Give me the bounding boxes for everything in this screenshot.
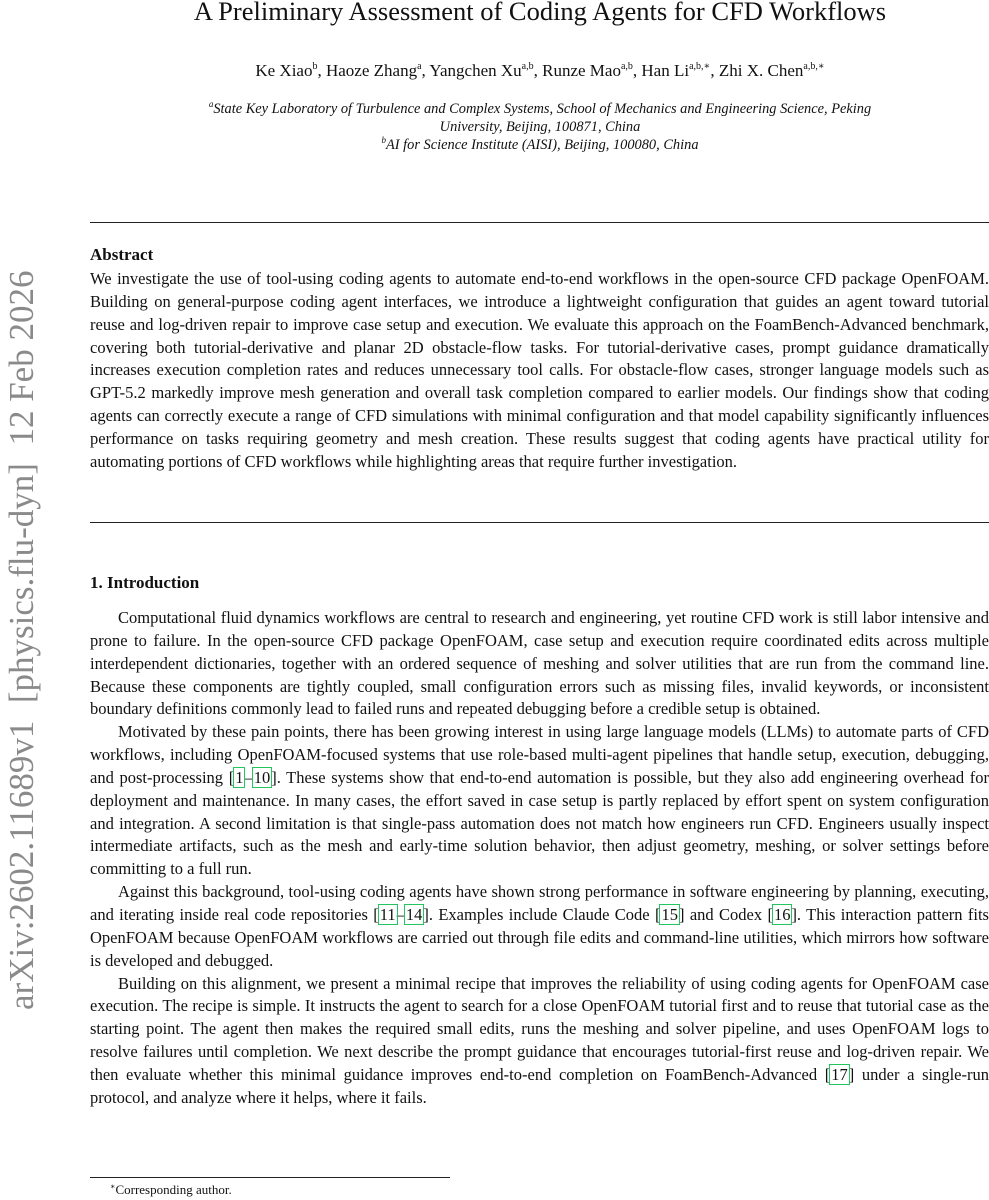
author: Haoze Zhang$^a$, (325, 61, 430, 80)
footnote: ∗Corresponding author. (110, 1182, 232, 1197)
intro-paragraph-4: Building on this alignment, we present a minimal recipe that improves the reliability of using coding agents for OpenFOAM case execution. The recipe is simple. It instructs the agent to search for a close OpenFOAM tutorial first and to reuse that tutorial case as the starting point. The agent then makes the required small edits, runs the meshing and solver pipeline, and uses OpenFOAM logs to resolve failures until completion. We next describe the prompt guidance that encourages tutorial-first reuse and log-driven repair. We then evaluate whether this minimal guidance improves end-to-end completion on FoamBench-Advanced [17] under a single-run protocol, and analyze where it helps, where it fails. (90, 973, 989, 1107)
citation-link[interactable]: 11 (379, 904, 396, 924)
affiliation-a: $^a$State Key Laboratory of Turbulence and Complex Systems, School of Mechanics and Engineering Science, Peking University, Beijing, 100871, China (208, 99, 872, 135)
author: Yangchen Xu$^{a,b}$, (429, 61, 543, 80)
intro-paragraph-1: Computational fluid dynamics workflows are central to research and engineering, yet routine CFD work is still labor intensive and prone to failure. In the open-source CFD package OpenFOAM, case setup and execution require coordinated edits across multiple interdependent dictionaries, together with an ordered sequence of meshing and solver utilities that are run from the command line. Because these components are tightly coupled, small configuration errors such as missing files, invalid keywords, or inconsistent boundary definitions commonly lead to failed runs and repeated debugging before a credible setup is obtained. (90, 608, 989, 719)
citation-link[interactable]: 1 (235, 767, 244, 787)
abstract-bottom-rule (90, 522, 989, 523)
footnote-rule (90, 1177, 450, 1178)
citation-link[interactable]: 15 (661, 904, 678, 924)
introduction-body (90, 607, 989, 1110)
paper-title: A Preliminary Assessment of Coding Agents for CFD Workflows (193, 0, 887, 26)
arxiv-stamp-text: arXiv:2602.11689v1 [physics.flu-dyn] 12 Feb 2026 (2, 270, 41, 1010)
abstract-heading: Abstract (90, 245, 154, 264)
author: Han $Li^{a,b,∗}$, (641, 61, 719, 80)
abstract-text: We investigate the use of tool-using coding agents to automate end-to-end workflows in the open-source CFD package OpenFOAM. Building on general-purpose coding agent interfaces, we introduce a lightweight configuration that guides an agent toward tutorial reuse and log-driven repair to improve case setup and execution. We evaluate this approach on the FoamBench-Advanced benchmark, covering both tutorial-derivative and planar 2D obstacle-flow tasks. For tutorial-derivative cases, prompt guidance dramatically increases execution completion rates and reduces unnecessary tool calls. For obstacle-flow cases, stronger language models such as GPT-5.2 markedly improve mesh generation and overall task completion compared to earlier models. Our findings show that coding agents can correctly execute a range of CFD simulations with minimal configuration and that model capability significantly influences performance on tasks requiring geometry and mesh creation. These results suggest that coding agents have practical utility for automating portions of CFD workflows while highlighting areas that require further investigation. (90, 269, 989, 471)
abstract-top-rule (90, 222, 989, 223)
citation-link[interactable]: 14 (405, 904, 423, 924)
citation-link[interactable]: 16 (773, 904, 791, 924)
affiliation-b: $^b$AI for Science Institute (AISI), Beijing, 100080, China (381, 135, 699, 153)
citation-link[interactable]: 17 (831, 1064, 848, 1084)
intro-paragraph-3: Against this background, tool-using coding agents have shown strong performance in software engineering by planning, executing, and iterating inside real code repositories [11–14]. Examples include Claude Code [15] and Codex [16]. This interaction pattern fits OpenFOAM because OpenFOAM workflows are carried out through file edits and command-line utilities, which mirrors how software is developed and debugged. (90, 882, 989, 970)
author: Zhi X. Chen$^{a,b,∗}$ (718, 61, 825, 80)
intro-paragraph-2: Motivated by these pain points, there has been growing interest in using large language models (LLMs) to automate parts of CFD workflows, including OpenFOAM-focused systems that use role-based multi-agent pipelines that handle setup, execution, debugging, and post-processing [1–10]. These systems show that end-to-end automation is possible, but they also add engineering overhead for deployment and maintenance. In many cases, the effort saved in case setup is partly replaced by effort spent on system configuration and integration. A second limitation is that single-pass automation does not match how engineers run CFD. Engineers usually inspect intermediate artifacts, such as the mesh and early-time solution behavior, then adjust geometry, meshing, or solver settings before committing to a full run. (90, 722, 989, 879)
section-heading-introduction: 1. Introduction (90, 573, 200, 592)
author: Ke Xiao$^b$, (255, 61, 326, 80)
arxiv-stamp (2, 190, 42, 1010)
citation-link[interactable]: 10 (253, 767, 271, 787)
author: Runze Mao$^{a,b}$, (542, 61, 642, 80)
author-list (90, 59, 989, 83)
